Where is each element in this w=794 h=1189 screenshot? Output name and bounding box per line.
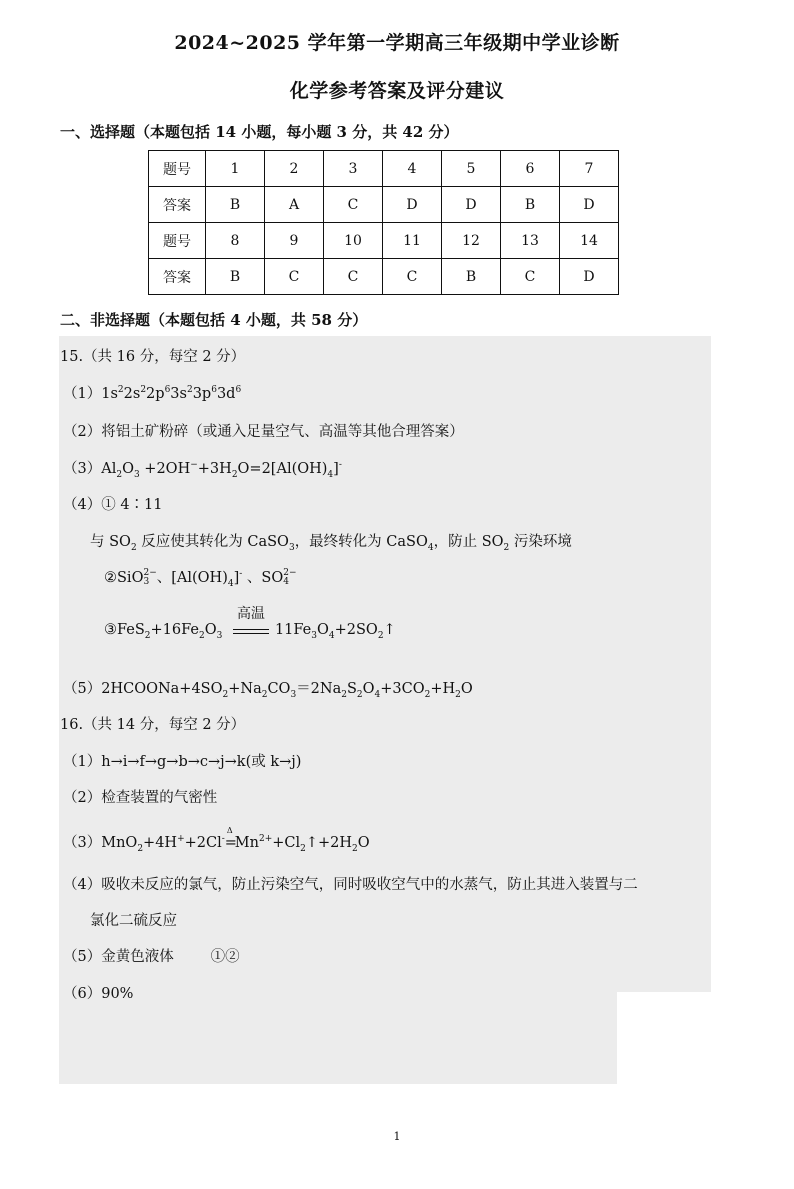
q15-part4-ions: ②SiO2− 3 、$[Al(OH)_4]^-$ 、SO2− 4 (104, 568, 297, 589)
answer-table-row (149, 223, 619, 259)
answer-table (148, 150, 619, 295)
answer-table-cell: D (560, 259, 619, 295)
answer-table-cell: 12 (442, 223, 501, 259)
q16-part3: （3）MnO$_2$+4H++2Cl- Δ $=Mn^{2+}+Cl_2↑+2H_2O$ (63, 826, 370, 854)
heat-condition: Δ = (224, 826, 237, 851)
answer-table-cell: B (442, 259, 501, 295)
answer-table-cell: 8 (206, 223, 265, 259)
document-subtitle: 化学参考答案及评分建议 (289, 80, 505, 102)
document-title: 2024~2025 学年第一学期高三年级期中学业诊断 (174, 32, 620, 54)
q15-part5: $(5)2HCOONa+4SO_2+Na_2CO_3=2Na_2S_2O_4+3CO_2+H_2O$ (63, 681, 473, 700)
condition-arrow (233, 605, 269, 634)
q16-part1: （1）h→i→f→g→b→c→j→k(或 k→j) (63, 754, 302, 770)
answer-table-cell: 2 (265, 151, 324, 187)
answer-table-cell: B (206, 259, 265, 295)
q15-part3: $(3)Al_2O_3 +2OH^-+3H_2O=2[Al(OH)_4]^-$ (63, 460, 342, 480)
q15-part1: $(1)1s^22s^22p^63s^23p^63d^6$ (63, 385, 242, 402)
q16-part4-line2: 氯化二硫反应 (90, 913, 177, 929)
answer-table-cell: 5 (442, 151, 501, 187)
answer-table-cell: A (265, 187, 324, 223)
answer-table-cell: B (206, 187, 265, 223)
answer-table-cell: 4 (383, 151, 442, 187)
answer-table-row-header: 题号 (149, 151, 206, 187)
section-non-choice: 二、非选择题（本题包括 4 小题，共 58 分） (60, 311, 368, 329)
answer-table-cell: C (383, 259, 442, 295)
answer-table-cell: 3 (324, 151, 383, 187)
answer-table-cell: D (442, 187, 501, 223)
answer-table-row (149, 187, 619, 223)
answer-table-row-header: 题号 (149, 223, 206, 259)
q15-part2: （2）将铝土矿粉碎（或通入足量空气、高温等其他合理答案） (63, 424, 464, 440)
answer-table-cell: 1 (206, 151, 265, 187)
q15-part4-equation: $③FeS_2+16Fe_2O_3$ 高温 $11Fe_3O_4+2SO_2↑$ (104, 622, 396, 641)
q15-header: 15.（共 16 分，每空 2 分） (60, 349, 246, 365)
answer-shaded-area-tail (59, 992, 617, 1084)
answer-table-cell: D (383, 187, 442, 223)
answer-table-row (149, 151, 619, 187)
answer-table-cell: 10 (324, 223, 383, 259)
q16-part6: （6）90% (63, 986, 134, 1002)
answer-table-row-header: 答案 (149, 259, 206, 295)
q16-part5: （5）金黄色液体 ①② (63, 949, 240, 965)
answer-table-cell: 14 (560, 223, 619, 259)
q15-part4-explanation: 与 $SO_2$ 反应使其转化为 CaSO$_3$，最终转化为 CaSO$_4$，防止 $SO_2$ 污染环境 (90, 534, 572, 553)
condition-high-temp: 高温 (236, 605, 265, 622)
q16-header: 16.（共 14 分，每空 2 分） (60, 717, 246, 733)
answer-table-cell: D (560, 187, 619, 223)
answer-table-row-header: 答案 (149, 187, 206, 223)
answer-table-cell: 7 (560, 151, 619, 187)
answer-table-cell: 13 (501, 223, 560, 259)
answer-table-cell: 6 (501, 151, 560, 187)
page-number: 1 (393, 1130, 401, 1143)
q16-part4-line1: （4）吸收未反应的氯气，防止污染空气，同时吸收空气中的水蒸气，防止其进入装置与二 (63, 877, 638, 893)
q15-part4a: （4）① 4∶11 (63, 497, 163, 513)
answer-table-cell: 9 (265, 223, 324, 259)
answer-table-cell: C (324, 259, 383, 295)
q16-part2: （2）检查装置的气密性 (63, 790, 218, 806)
answer-table-row (149, 259, 619, 295)
answer-table-cell: C (324, 187, 383, 223)
answer-table-cell: C (265, 259, 324, 295)
answer-table-cell: 11 (383, 223, 442, 259)
section-multiple-choice: 一、选择题（本题包括 14 小题，每小题 3 分，共 42 分） (60, 123, 459, 141)
answer-table-cell: B (501, 187, 560, 223)
answer-table-cell: C (501, 259, 560, 295)
